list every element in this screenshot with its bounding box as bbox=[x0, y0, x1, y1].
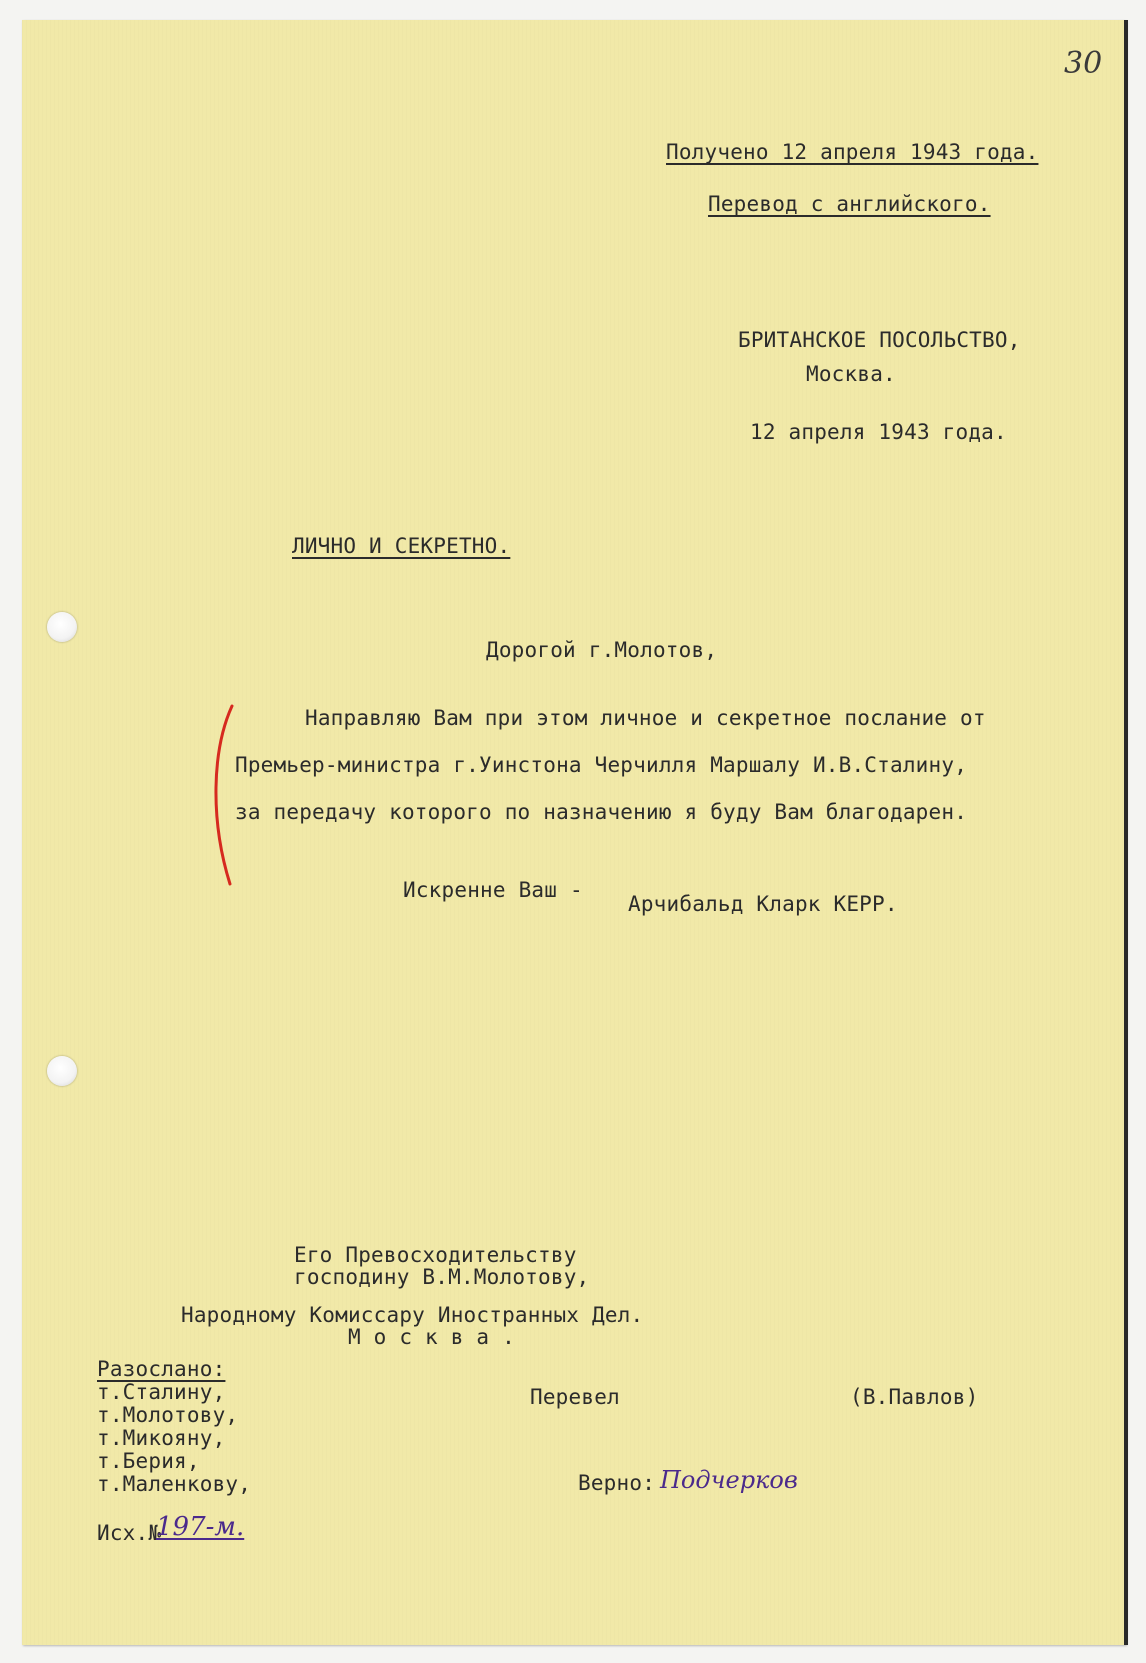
translator-name: (В.Павлов) bbox=[850, 1385, 979, 1409]
distribution-recipient: т.Маленкову, bbox=[97, 1472, 252, 1496]
addressee-line-4: М о с к в а . bbox=[348, 1325, 515, 1349]
verified-label: Верно: bbox=[578, 1471, 656, 1495]
closing: Искренне Ваш - bbox=[403, 878, 583, 902]
scan-edge bbox=[1124, 20, 1128, 1645]
salutation: Дорогой г.Молотов, bbox=[486, 638, 718, 662]
body-line-3: за передачу которого по назначению я буду Вам благодарен. bbox=[235, 800, 968, 824]
distribution-recipient: т.Берия, bbox=[97, 1449, 200, 1473]
outgoing-label: Исх.№ bbox=[97, 1521, 162, 1545]
classification: ЛИЧНО И СЕКРЕТНО. bbox=[292, 534, 511, 558]
body-line-1: Направляю Вам при этом личное и секретное послание от bbox=[305, 706, 986, 730]
verified-signature: Подчерков bbox=[660, 1466, 798, 1494]
page-number: 30 bbox=[1064, 46, 1103, 81]
received-line: Получено 12 апреля 1943 года. bbox=[666, 140, 1039, 164]
red-margin-mark bbox=[208, 700, 238, 890]
sender-date: 12 апреля 1943 года. bbox=[750, 420, 1007, 444]
distribution-recipient: т.Микояну, bbox=[97, 1426, 226, 1450]
punch-hole-bottom bbox=[47, 1056, 77, 1086]
distribution-recipient: т.Сталину, bbox=[97, 1380, 226, 1404]
addressee-line-3: Народному Комиссару Иностранных Дел. bbox=[181, 1303, 644, 1327]
translated-by-label: Перевел bbox=[530, 1385, 620, 1409]
sender-org: БРИТАНСКОЕ ПОСОЛЬСТВО, bbox=[738, 328, 1021, 352]
signatory: Арчибальд Кларк КЕРР. bbox=[628, 892, 898, 916]
sender-city: Москва. bbox=[806, 362, 896, 386]
distribution-title: Разослано: bbox=[97, 1357, 226, 1381]
distribution-recipient: т.Молотову, bbox=[97, 1403, 239, 1427]
translation-note: Перевод с английского. bbox=[708, 192, 991, 216]
addressee-line-1: Его Превосходительству bbox=[294, 1243, 577, 1267]
punch-hole-top bbox=[47, 612, 77, 642]
body-line-2: Премьер-министра г.Уинстона Черчилля Маршалу И.В.Сталину, bbox=[235, 753, 968, 777]
addressee-line-2: господину В.М.Молотову, bbox=[294, 1265, 590, 1289]
outgoing-number: 197-м. bbox=[156, 1512, 245, 1542]
